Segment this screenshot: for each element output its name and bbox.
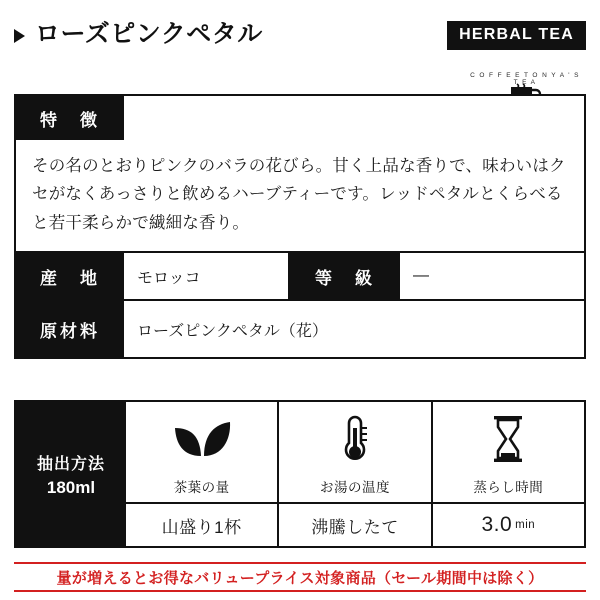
origin-label: 産 地 xyxy=(16,253,124,299)
grade-label: 等 級 xyxy=(290,253,400,299)
brewing-col-time-caption: 蒸らし時間 xyxy=(473,480,544,495)
brewing-col-temp xyxy=(279,402,432,546)
header xyxy=(14,22,586,58)
material-value: ローズピンクペタル（花） xyxy=(124,301,584,357)
feature-header-spacer xyxy=(124,96,584,140)
brewing-time-number: 3.0 xyxy=(481,513,513,536)
thermometer-icon xyxy=(279,402,430,476)
hourglass-icon xyxy=(433,402,584,476)
brewing-col-leaf-value: 山盛り1杯 xyxy=(126,502,277,546)
origin-value: モロッコ xyxy=(124,253,290,299)
brewing-col-temp-value: 沸騰したて xyxy=(279,502,430,546)
footer-note: 量が増えるとお得なバリュープライス対象商品（セール期間中は除く） xyxy=(56,569,544,587)
brewing-columns xyxy=(126,402,584,546)
feature-label: 特 徴 xyxy=(16,96,124,140)
brewing-col-time-top xyxy=(433,402,584,502)
spec-table xyxy=(14,94,586,359)
brewing-time-unit: min xyxy=(515,519,536,531)
brewing-method-cell xyxy=(16,402,126,546)
brewing-col-leaf-caption: 茶葉の量 xyxy=(173,480,230,495)
origin-grade-row xyxy=(16,253,584,301)
brewing-table xyxy=(14,400,586,548)
tea-leaves-icon xyxy=(126,402,277,476)
brewing-col-leaf xyxy=(126,402,279,546)
brewing-col-time-value xyxy=(433,502,584,546)
brewing-col-temp-top xyxy=(279,402,430,502)
footer-note-bar xyxy=(14,562,586,592)
grade-value: ― xyxy=(400,253,584,299)
logo-arc-text: C O F F E E T O N Y A ' S T E A xyxy=(470,72,580,86)
brewing-col-time xyxy=(433,402,584,546)
material-row xyxy=(16,301,584,357)
material-label: 原材料 xyxy=(16,301,124,357)
page-title: ローズピンクペタル xyxy=(35,20,263,48)
triangle-right-icon xyxy=(14,29,25,43)
feature-header-row xyxy=(16,96,584,140)
brewing-volume: 180ml xyxy=(46,477,96,497)
brewing-col-leaf-top xyxy=(126,402,277,502)
brewing-method-label: 抽出方法 xyxy=(36,455,105,473)
feature-description: その名のとおりピンクのバラの花びら。甘く上品な香りで、味わいはクセがなくあっさりと飲めるハーブティーです。レッドペタルとくらべると若干柔らかで繊細な香り。 xyxy=(16,140,584,253)
category-badge: HERBAL TEA xyxy=(447,21,586,50)
brewing-col-temp-caption: お湯の温度 xyxy=(319,480,390,495)
